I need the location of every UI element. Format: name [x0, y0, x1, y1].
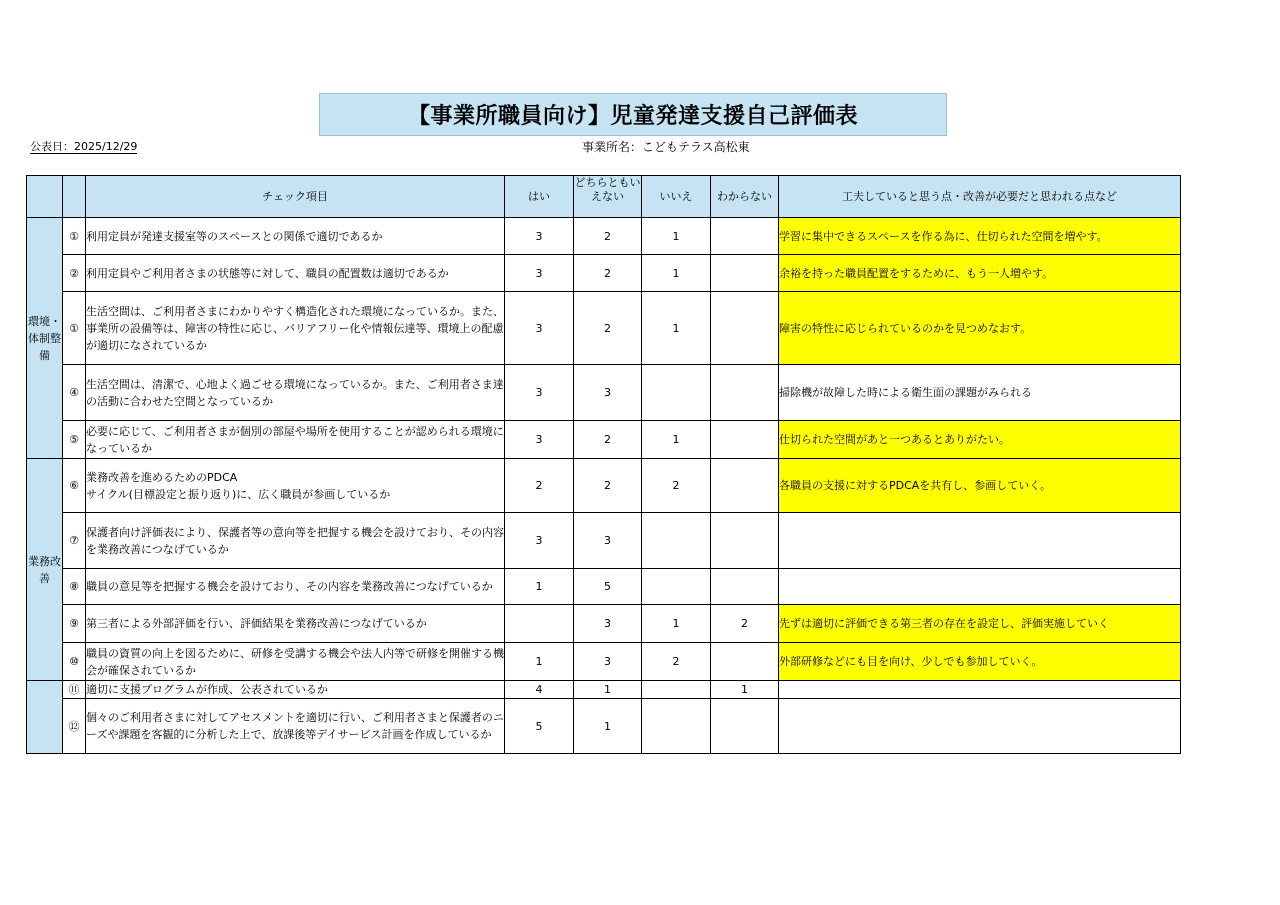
comment-cell: 余裕を持った職員配置をするために、もう一人増やす。 [779, 255, 1181, 292]
count-no: 1 [642, 218, 711, 255]
count-yes: 2 [505, 459, 574, 513]
check-item-text: 利用定員が発達支援室等のスペースとの関係で適切であるか [86, 218, 505, 255]
count-yes: 1 [505, 569, 574, 605]
row-number: ④ [63, 365, 86, 421]
count-no: 1 [642, 292, 711, 365]
office-name: 事業所名：こどもテラス高松東 [582, 140, 750, 154]
comment-cell: 掃除機が故障した時による衛生面の課題がみられる [779, 365, 1181, 421]
header-unknown: わからない [711, 176, 779, 218]
row-number: ⑧ [63, 569, 86, 605]
row-number: ⑤ [63, 421, 86, 459]
header-row [27, 176, 1181, 218]
count-either: 1 [574, 699, 642, 754]
header-category-blank [27, 176, 63, 218]
check-item-text: 生活空間は、清潔で、心地よく過ごせる環境になっているか。また、ご利用者さま達の活動に合わせた空間となっているか [86, 365, 505, 421]
row-number: ⑦ [63, 513, 86, 569]
comment-cell [779, 681, 1181, 699]
check-item-text: 業務改善を進めるためのPDCA サイクル(目標設定と振り返り)に、広く職員が参画しているか [86, 459, 505, 513]
category-support-program [27, 681, 63, 754]
count-yes: 4 [505, 681, 574, 699]
count-unknown [711, 569, 779, 605]
count-either: 2 [574, 459, 642, 513]
count-either: 3 [574, 605, 642, 643]
count-no: 1 [642, 605, 711, 643]
table-row [27, 605, 1181, 643]
table-row [27, 218, 1181, 255]
header-no: いいえ [642, 176, 711, 218]
table-row [27, 681, 1181, 699]
row-number: ⑥ [63, 459, 86, 513]
count-either: 2 [574, 421, 642, 459]
count-no: 1 [642, 421, 711, 459]
comment-cell: 外部研修などにも目を向け、少しでも参加していく。 [779, 643, 1181, 681]
check-item-text: 必要に応じて、ご利用者さまが個別の部屋や場所を使用することが認められる環境になっているか [86, 421, 505, 459]
check-item-text: 第三者による外部評価を行い、評価結果を業務改善につなげているか [86, 605, 505, 643]
header-number-blank [63, 176, 86, 218]
count-no: 1 [642, 255, 711, 292]
comment-cell: 障害の特性に応じられているのかを見つめなおす。 [779, 292, 1181, 365]
check-item-text: 保護者向け評価表により、保護者等の意向等を把握する機会を設けており、その内容を業務改善につなげているか [86, 513, 505, 569]
table-row [27, 513, 1181, 569]
count-unknown [711, 513, 779, 569]
count-no: 2 [642, 643, 711, 681]
table-body [27, 218, 1181, 754]
check-item-text: 適切に支援プログラムが作成、公表されているか [86, 681, 505, 699]
count-yes: 3 [505, 218, 574, 255]
table-row [27, 699, 1181, 754]
check-item-text: 職員の意見等を把握する機会を設けており、その内容を業務改善につなげているか [86, 569, 505, 605]
row-number: ① [63, 218, 86, 255]
count-no [642, 681, 711, 699]
count-yes: 1 [505, 643, 574, 681]
count-either: 2 [574, 218, 642, 255]
table-row [27, 255, 1181, 292]
check-item-text: 個々のご利用者さまに対してアセスメントを適切に行い、ご利用者さまと保護者のニーズや課題を客観的に分析した上で、放課後等デイサービス計画を作成しているか [86, 699, 505, 754]
table-row [27, 643, 1181, 681]
published-date: 公表日：2025/12/29 [30, 140, 138, 153]
check-item-text: 職員の資質の向上を図るために、研修を受講する機会や法人内等で研修を開催する機会が確保されているか [86, 643, 505, 681]
row-number: ⑫ [63, 699, 86, 754]
category-environment: 環境・体制整備 [27, 218, 63, 459]
count-unknown: 1 [711, 681, 779, 699]
check-item-text: 生活空間は、ご利用者さまにわかりやすく構造化された環境になっているか。また、事業所の設備等は、障害の特性に応じ、バリアフリー化や情報伝達等、環境上の配慮が適切になされているか [86, 292, 505, 365]
count-no [642, 699, 711, 754]
count-unknown: 2 [711, 605, 779, 643]
count-unknown [711, 255, 779, 292]
table-row [27, 421, 1181, 459]
count-no [642, 513, 711, 569]
count-unknown [711, 218, 779, 255]
header-comment: 工夫していると思う点・改善が必要だと思われる点など [779, 176, 1181, 218]
count-unknown [711, 699, 779, 754]
count-yes: 3 [505, 421, 574, 459]
count-either: 3 [574, 513, 642, 569]
count-yes: 3 [505, 365, 574, 421]
page-title: 【事業所職員向け】児童発達支援自己評価表 [319, 93, 947, 136]
count-either: 5 [574, 569, 642, 605]
row-number: ⑪ [63, 681, 86, 699]
header-either: どちらともいえない [574, 176, 642, 218]
table-row [27, 569, 1181, 605]
count-yes [505, 605, 574, 643]
check-item-text: 利用定員やご利用者さまの状態等に対して、職員の配置数は適切であるか [86, 255, 505, 292]
count-yes: 5 [505, 699, 574, 754]
table-row [27, 365, 1181, 421]
table-row [27, 292, 1181, 365]
comment-cell: 各職員の支援に対するPDCAを共有し、参画していく。 [779, 459, 1181, 513]
count-no [642, 569, 711, 605]
count-unknown [711, 292, 779, 365]
row-number: ② [63, 255, 86, 292]
count-unknown [711, 365, 779, 421]
row-number: ⑩ [63, 643, 86, 681]
row-number: ⑨ [63, 605, 86, 643]
comment-cell: 学習に集中できるスペースを作る為に、仕切られた空間を増やす。 [779, 218, 1181, 255]
count-no [642, 365, 711, 421]
category-business-improvement: 業務改善 [27, 459, 63, 681]
count-yes: 3 [505, 255, 574, 292]
comment-cell [779, 513, 1181, 569]
count-yes: 3 [505, 292, 574, 365]
header-check-item: チェック項目 [86, 176, 505, 218]
count-no: 2 [642, 459, 711, 513]
evaluation-table [26, 175, 1181, 754]
comment-cell: 先ずは適切に評価できる第三者の存在を設定し、評価実施していく [779, 605, 1181, 643]
row-number: ① [63, 292, 86, 365]
header-yes: はい [505, 176, 574, 218]
comment-cell [779, 569, 1181, 605]
count-yes: 3 [505, 513, 574, 569]
count-either: 3 [574, 365, 642, 421]
table-row [27, 459, 1181, 513]
count-either: 1 [574, 681, 642, 699]
comment-cell [779, 699, 1181, 754]
count-unknown [711, 643, 779, 681]
count-unknown [711, 421, 779, 459]
count-unknown [711, 459, 779, 513]
comment-cell: 仕切られた空間があと一つあるとありがたい。 [779, 421, 1181, 459]
count-either: 2 [574, 292, 642, 365]
count-either: 2 [574, 255, 642, 292]
count-either: 3 [574, 643, 642, 681]
